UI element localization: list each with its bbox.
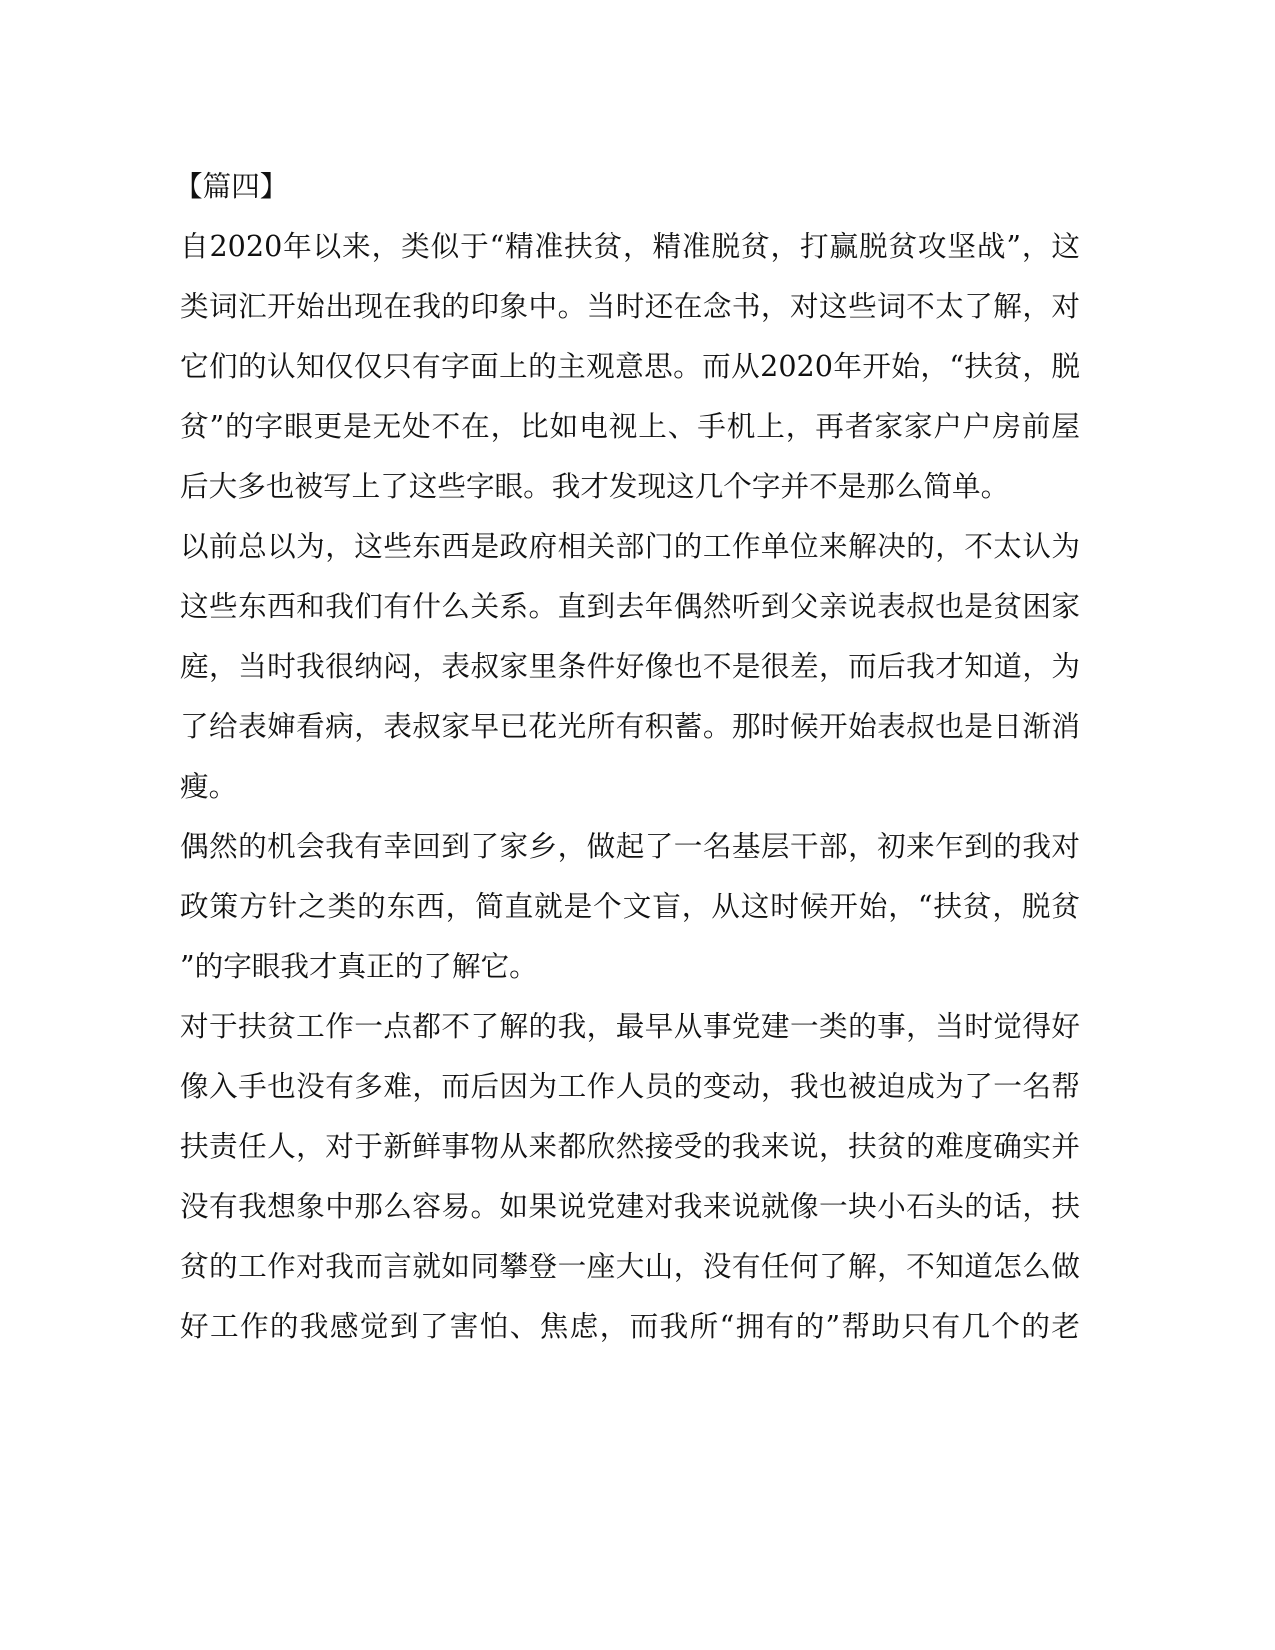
text-line: 这些东西和我们有什么关系。直到去年偶然听到父亲说表叔也是贫困家 — [180, 589, 1080, 623]
document-body — [174, 156, 1080, 1356]
text-line: 好工作的我感觉到了害怕、焦虑，而我所“拥有的”帮助只有几个的老 — [180, 1309, 1080, 1343]
text-line: 瘦。 — [180, 769, 238, 803]
text-line: 它们的认知仅仅只有字面上的主观意思。而从2020年开始，“扶贫，脱 — [180, 349, 1080, 383]
text-line: 后大多也被写上了这些字眼。我才发现这几个字并不是那么简单。 — [180, 469, 1010, 503]
text-line: 像入手也没有多难，而后因为工作人员的变动，我也被迫成为了一名帮 — [180, 1069, 1080, 1103]
paragraph-lines — [180, 216, 1080, 1356]
text-line: 对于扶贫工作一点都不了解的我，最早从事党建一类的事，当时觉得好 — [180, 1009, 1080, 1043]
text-line: 贫的工作对我而言就如同攀登一座大山，没有任何了解，不知道怎么做 — [180, 1249, 1080, 1283]
text-line: 扶责任人，对于新鲜事物从来都欣然接受的我来说，扶贫的难度确实并 — [180, 1129, 1080, 1163]
text-line: 没有我想象中那么容易。如果说党建对我来说就像一块小石头的话，扶 — [180, 1189, 1080, 1223]
text-line: 了给表婶看病，表叔家早已花光所有积蓄。那时候开始表叔也是日渐消 — [180, 709, 1080, 743]
text-line: 偶然的机会我有幸回到了家乡，做起了一名基层干部，初来乍到的我对 — [180, 829, 1080, 863]
text-line: 自2020年以来，类似于“精准扶贫，精准脱贫，打赢脱贫攻坚战”，这 — [180, 229, 1080, 263]
text-line: ”的字眼我才真正的了解它。 — [180, 949, 538, 983]
text-line: 庭，当时我很纳闷，表叔家里条件好像也不是很差，而后我才知道，为 — [180, 649, 1080, 683]
text-line: 以前总以为，这些东西是政府相关部门的工作单位来解决的，不太认为 — [180, 529, 1080, 563]
text-line: 政策方针之类的东西，简直就是个文盲，从这时候开始，“扶贫，脱贫 — [180, 889, 1080, 923]
section-heading: 【篇四】 — [174, 169, 289, 203]
text-line: 类词汇开始出现在我的印象中。当时还在念书，对这些词不太了解，对 — [180, 289, 1080, 323]
text-line: 贫”的字眼更是无处不在，比如电视上、手机上，再者家家户户房前屋 — [180, 409, 1080, 443]
